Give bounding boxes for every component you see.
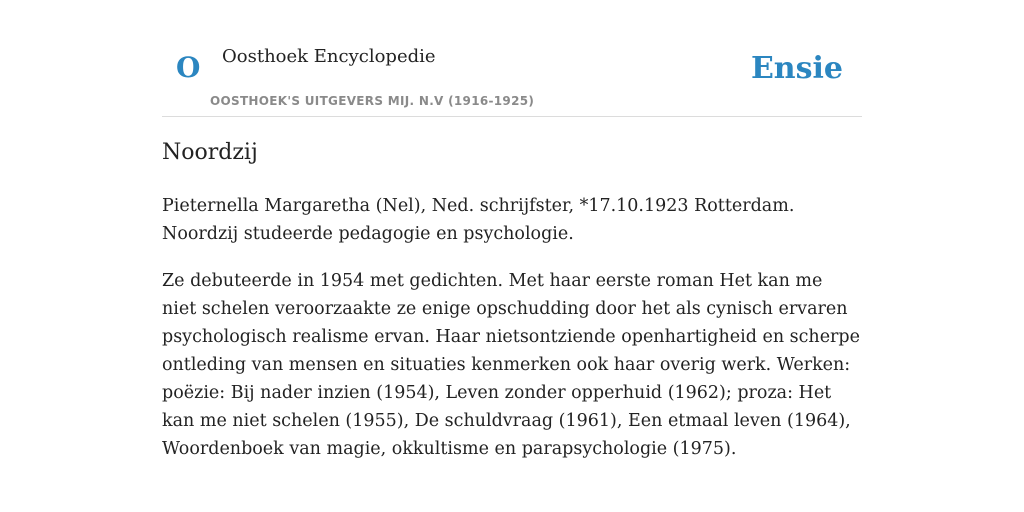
article-content (162, 140, 862, 482)
article-paragraph-1: Pieternella Margaretha (Nel), Ned. schrijfster, *17.10.1923 Rotterdam. Noordzij studeerde pedagogie en psychologie. (162, 196, 795, 245)
source-subtitle: OOSTHOEK'S UITGEVERS MIJ. N.V (1916-1925) (210, 94, 535, 108)
article-paragraph-2: Ze debuteerde in 1954 met gedichten. Met haar eerste roman Het kan me niet schelen veroorzaakte ze enige opschudding door het als cynisch ervaren psychologisch realisme ervan. Haar nietsontziende openhartigheid en scherpe ontleding van mensen en situaties kenmerken ook haar overig werk. Werken: poëzie: Bij nader inzien (1954), Leven zonder opperhuid (1962); proza: Het kan me niet schelen (1955), De schuldvraag (1961), Een etmaal leven (1964), Woordenboek van magie, okkultisme en parapsychologie (1975). (162, 271, 860, 460)
source-title-link[interactable]: Oosthoek Encyclopedie (222, 46, 436, 67)
ensie-brand-logo[interactable]: Ensie (750, 51, 843, 86)
source-logo-icon[interactable]: O (176, 51, 201, 84)
article-headword: Noordzij (162, 140, 258, 165)
source-header (162, 38, 862, 117)
